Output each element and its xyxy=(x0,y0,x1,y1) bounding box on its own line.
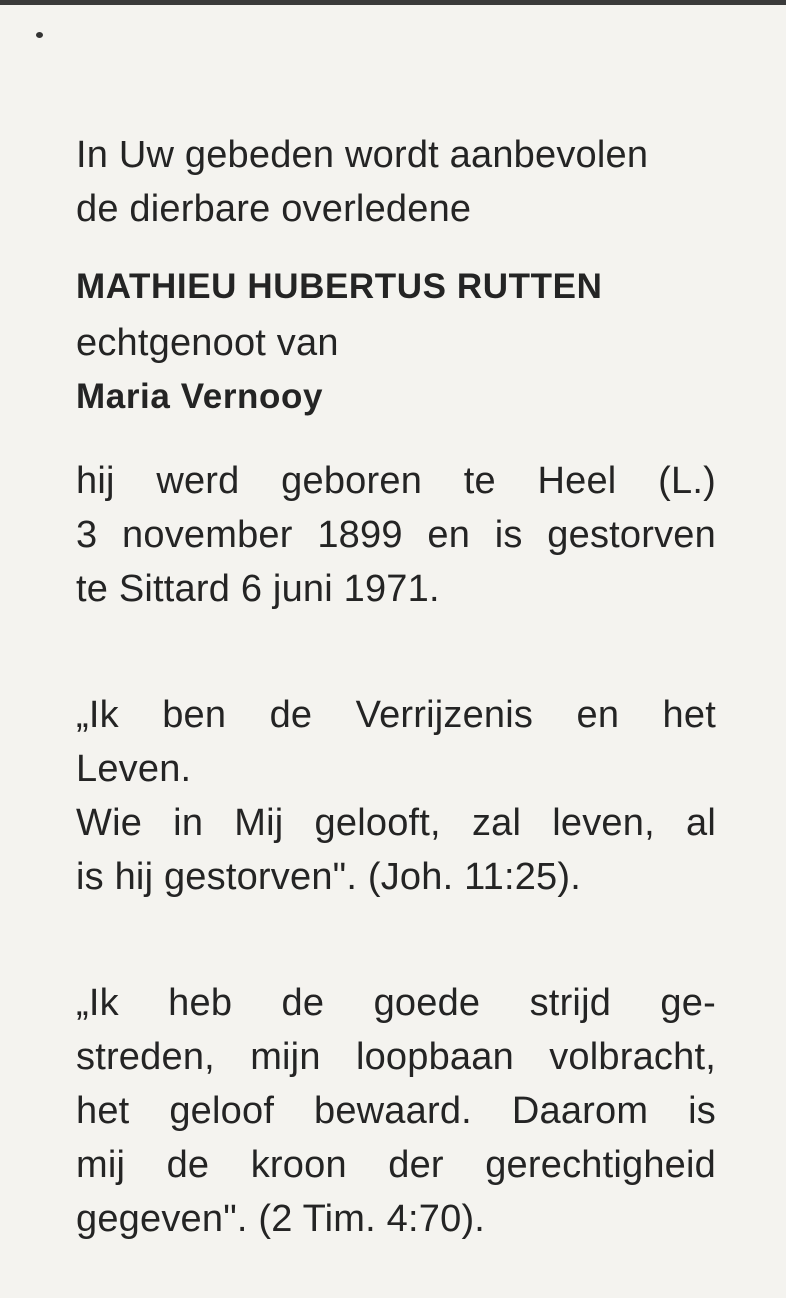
word: zal xyxy=(471,802,522,844)
word: is xyxy=(494,514,523,556)
word: „Ik xyxy=(76,694,119,736)
word: en xyxy=(427,514,471,556)
quote2-line-3 xyxy=(76,1084,716,1138)
spouse-name: Maria Vernooy xyxy=(76,377,324,416)
word: geloof xyxy=(169,1090,275,1132)
word: en xyxy=(576,694,620,736)
word: is xyxy=(688,1090,716,1132)
word: hij xyxy=(76,460,115,502)
word: volbracht, xyxy=(549,1036,716,1078)
word: de xyxy=(281,982,325,1024)
word: leven, xyxy=(552,802,655,844)
word: Daarom xyxy=(511,1090,649,1132)
word: de xyxy=(269,694,313,736)
word: het xyxy=(662,694,716,736)
word: ben xyxy=(162,694,227,736)
word: heb xyxy=(168,982,233,1024)
quote1-line-2: Leven. xyxy=(76,748,192,790)
ink-speck xyxy=(36,32,43,38)
word: ge- xyxy=(660,982,716,1024)
quote1-line-1 xyxy=(76,688,716,742)
word: geboren xyxy=(281,460,423,502)
word: al xyxy=(685,802,716,844)
birth-line-3: te Sittard 6 juni 1971. xyxy=(76,568,440,610)
word: mij xyxy=(76,1144,126,1186)
word: te xyxy=(463,460,496,502)
word: gerechtigheid xyxy=(485,1144,716,1186)
word: gelooft, xyxy=(314,802,441,844)
deceased-name: MATHIEU HUBERTUS RUTTEN xyxy=(76,267,603,306)
word: november xyxy=(122,514,293,556)
word: 1899 xyxy=(317,514,403,556)
quote1-line-4: is hij gestorven". (Joh. 11:25). xyxy=(76,856,581,898)
birth-line-1 xyxy=(76,454,716,508)
quote2-line-2 xyxy=(76,1030,716,1084)
quote2-line-4 xyxy=(76,1138,716,1192)
word: (L.) xyxy=(658,460,716,502)
birth-line-2 xyxy=(76,508,716,562)
word: bewaard. xyxy=(314,1090,472,1132)
memorial-card-text xyxy=(76,128,726,1246)
word: „Ik xyxy=(76,982,119,1024)
word: loopbaan xyxy=(355,1036,514,1078)
word: 3 xyxy=(76,514,98,556)
word: Mij xyxy=(234,802,284,844)
word: het xyxy=(76,1090,130,1132)
quote2-line-5: gegeven". (2 Tim. 4:70). xyxy=(76,1198,486,1240)
word: werd xyxy=(156,460,240,502)
word: Heel xyxy=(537,460,617,502)
word: Wie xyxy=(76,802,143,844)
word: streden, xyxy=(76,1036,215,1078)
word: gestorven xyxy=(547,514,716,556)
word: der xyxy=(388,1144,444,1186)
word: in xyxy=(173,802,204,844)
relation-label: echtgenoot van xyxy=(76,322,339,364)
quote2-line-1 xyxy=(76,976,716,1030)
word: kroon xyxy=(250,1144,347,1186)
top-border-rule xyxy=(0,0,786,5)
intro-line-2: de dierbare overledene xyxy=(76,188,472,230)
word: de xyxy=(166,1144,210,1186)
quote1-line-3 xyxy=(76,796,716,850)
intro-line-1: In Uw gebeden wordt aanbevolen xyxy=(76,134,649,176)
word: mijn xyxy=(250,1036,321,1078)
word: goede xyxy=(373,982,481,1024)
word: Verrijzenis xyxy=(355,694,534,736)
word: strijd xyxy=(529,982,612,1024)
